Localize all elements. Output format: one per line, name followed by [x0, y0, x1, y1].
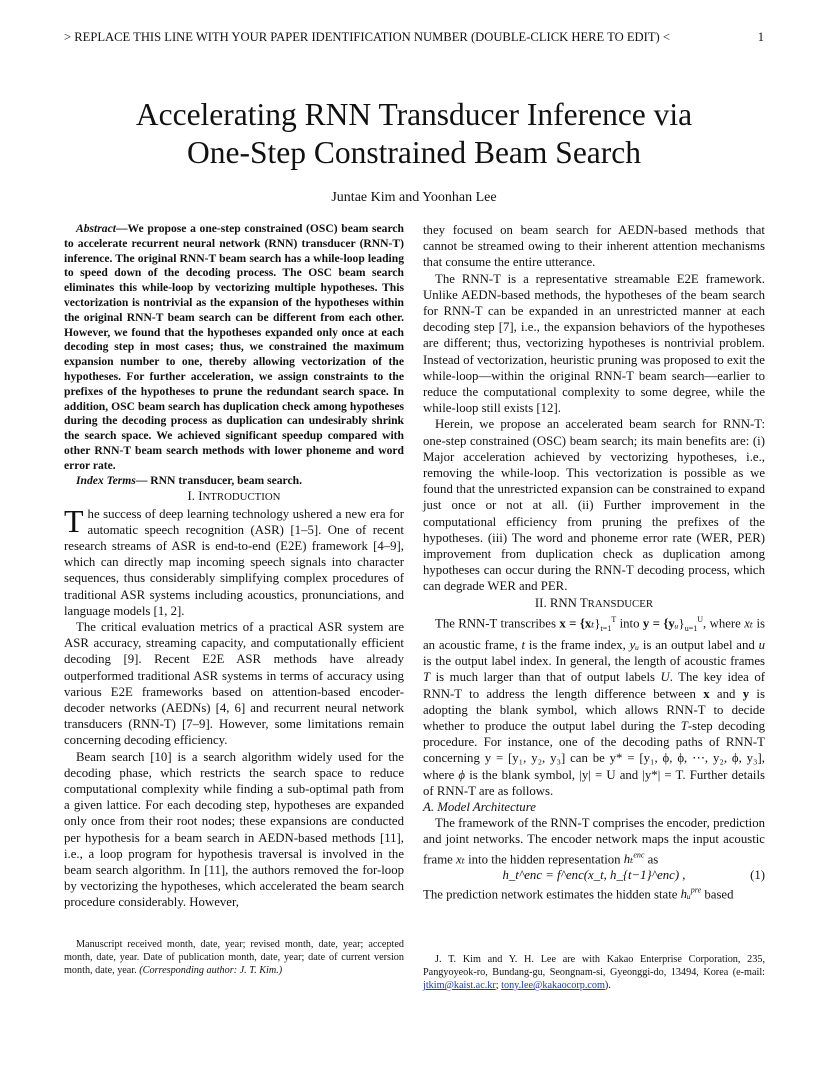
rnnt-paragraph-3: The prediction network estimates the hidden state hᵤ$^{pre}$ based	[423, 886, 734, 902]
index-terms-text: — RNN transducer, beam search.	[135, 473, 302, 487]
equation-1-body: h_t^enc = f^enc(x_t, h_{t−1}^enc) ,	[502, 868, 686, 882]
equation-1	[423, 867, 765, 883]
intro-paragraph-1: The success of deep learning technology ushered a new era for automatic speech recognition (ASR) [1–5]. One of recent research streams of ASR is end-to-end (E2E) framework [4–9], which can directly map incoming speech signals into character sequences, thus considerably simplifying complex procedures of traditional ASR systems including acoustics, pronunciations, and language models [1, 2].	[64, 502, 404, 618]
authors: Juntae Kim and Yoonhan Lee	[331, 190, 497, 205]
paper-title	[60, 96, 768, 172]
rnnt-paragraph-2: The framework of the RNN-T comprises the encoder, prediction and joint networks. The encoder network maps the input acoustic frame xₜ into the hidden representation hₜ$^{enc}$ as	[423, 816, 765, 866]
running-head-text: > REPLACE THIS LINE WITH YOUR PAPER IDENTIFICATION NUMBER (DOUBLE-CLICK HERE TO EDIT) <	[64, 30, 670, 44]
title-line-2: One-Step Constrained Beam Search	[187, 135, 641, 170]
page-number: 1	[757, 30, 764, 44]
footnote-affiliation: J. T. Kim and Y. H. Lee are with Kakao Enterprise Corporation, 235, Pangyoyeok-ro, Bundang-gu, Seongnam-si, Gyeonggi-do, 13494, Korea (e-mail: jtkim@kaist.ac.kr; tony.lee@kakaocorp.com).	[423, 954, 765, 991]
email-link-jtkim[interactable]: jtkim@kaist.ac.kr	[423, 980, 496, 991]
title-line-1: Accelerating RNN Transducer Inference via	[135, 97, 693, 132]
section-heading-introduction: I. INTRODUCTION	[187, 489, 281, 504]
equation-1-number: (1)	[750, 868, 765, 882]
right-paragraph-2: Herein, we propose an accelerated beam search for RNN-T: one-step constrained (OSC) beam search; its main benefits are: (i) Major acceleration achieved by vectorizing hypotheses, i.e., removing the while-loop. This vectorization is possible as we found that the unrestricted expansion can be constrained to expand just once or not at all. (ii) Further improvement in the computational efficiency from pruning the prefixes of the hypotheses. (iii) The word and phoneme error rate (WER, PER) improvement from duplication check as duplication among hypotheses can occur during the RNN-T decoding process, which can degrade WER and PER.	[423, 417, 765, 594]
abstract-text: —We propose a one-step constrained (OSC) beam search to accelerate recurrent neural network (RNN) transducer (RNN-T) inference. The original RNN-T beam search has a while-loop leading to speed down of the decoding process. The OSC beam search eliminates this while-loop by vectorizing multiple hypotheses. This vectorization is nontrivial as the expansion of the hypotheses within the original RNN-T beam search can be different from each other. However, we found that the hypotheses expanded only once at each decoding step in most cases; thus, we constrained the maximum expansion number to one, thereby allowing vectorization of the hypotheses. For further acceleration, we assign constraints to the prefixes of the hypotheses to prune the redundant search space. In addition, OSC beam search has duplication check among hypotheses during the decoding process as duplication can undesirably shrink the search space. We achieved significant speedup compared with other RNN-T beam search methods with lower phoneme and word error rate.	[64, 222, 404, 472]
left-column	[64, 222, 404, 911]
intro-paragraph-3: Beam search [10] is a search algorithm widely used for the decoding phase, which restricts the search space to reduce computational complexity while finding a sub-optimal path from a given lattice. For each decoding step, hypotheses are expanded only once from their root nodes; these expansions are conducted per hypothesis for a beam search in AEDN-based methods [11], i.e., a loop program for hypothesis traversal is involved in the beam search algorithm. In [11], the authors removed the for-loop by vectorizing the hypotheses, which accelerated the beam search procedure considerably. However,	[64, 749, 404, 910]
section-heading-rnn-transducer: II. RNN TRANSDUCER	[534, 595, 654, 610]
intro-paragraph-2: The critical evaluation metrics of a practical ASR system are ASR accuracy, streaming capacity, and computationally efficient decoding [9]. Recent E2E ASR methods have already outperformed traditional ASR systems in terms of accuracy using various E2E frameworks based on attention-based encoder-decoder networks (AEDNs) [4, 6] and recurrent neural network transducers (RNN-T) [7–9]. However, some limitations remain concerning decoding efficiency.	[64, 619, 404, 748]
right-paragraph-1: The RNN-T is a representative streamable E2E framework. Unlike AEDN-based methods, the hypotheses of the beam search for RNN-T can be expanded in an unrestricted manner at each decoding step [7], i.e., the expansion behaviors of the hypotheses are different; thus, vectorizing hypotheses is nontrivial problem. Instead of vectorization, heuristic pruning was proposed to exit the while-loop—within the original RNN-T beam search—earlier to reduce the computational complexity to some degree, while the while-loop still exists [12].	[423, 271, 765, 416]
email-link-tonylee[interactable]: tony.lee@kakaocorp.com	[501, 980, 605, 991]
right-paragraph-0: they focused on beam search for AEDN-based methods that cannot be streamed owing to their inherent attention mechanisms that consume the entire utterance.	[423, 223, 765, 270]
abstract	[64, 222, 404, 488]
right-column	[423, 222, 765, 903]
running-header	[64, 30, 764, 45]
footnote-manuscript: Manuscript received month, date, year; revised month, date, year; accepted month, date, year. Date of publication month, date, year; date of current version month, date, year. (Corresponding author: J. T. Kim.)	[64, 939, 404, 976]
subsection-heading-model-architecture: A. Model Architecture	[423, 799, 536, 814]
index-terms-label: Index Terms	[76, 473, 136, 487]
drop-cap: T	[64, 502, 84, 539]
rnnt-paragraph-1: The RNN-T transcribes $x = \{x_t\}_{t=1}^T$ into $y = \{yᵤ\}_{u=1}^U$, where xₜ is an acoustic frame, t is the frame index, yᵤ is an output label and u is the output label index. In general, the length of acoustic frames T is much larger than that of output labels U. The key idea of RNN-T to address the length difference between x and y is adopting the blank symbol, which allows RNN-T to decide whether to produce the output label during the T-step decoding procedure. For instance, one of the decoding paths of RNN-T concerning y = [y₁, y₂, y₃] can be y* = [y₁, ϕ, ϕ, ⋯, y₂, ϕ, y₃], where ϕ is the blank symbol, |y| = U and |y*| = T. Further details of RNN-T are as follows.	[423, 614, 765, 798]
abstract-label: Abstract	[76, 222, 116, 235]
